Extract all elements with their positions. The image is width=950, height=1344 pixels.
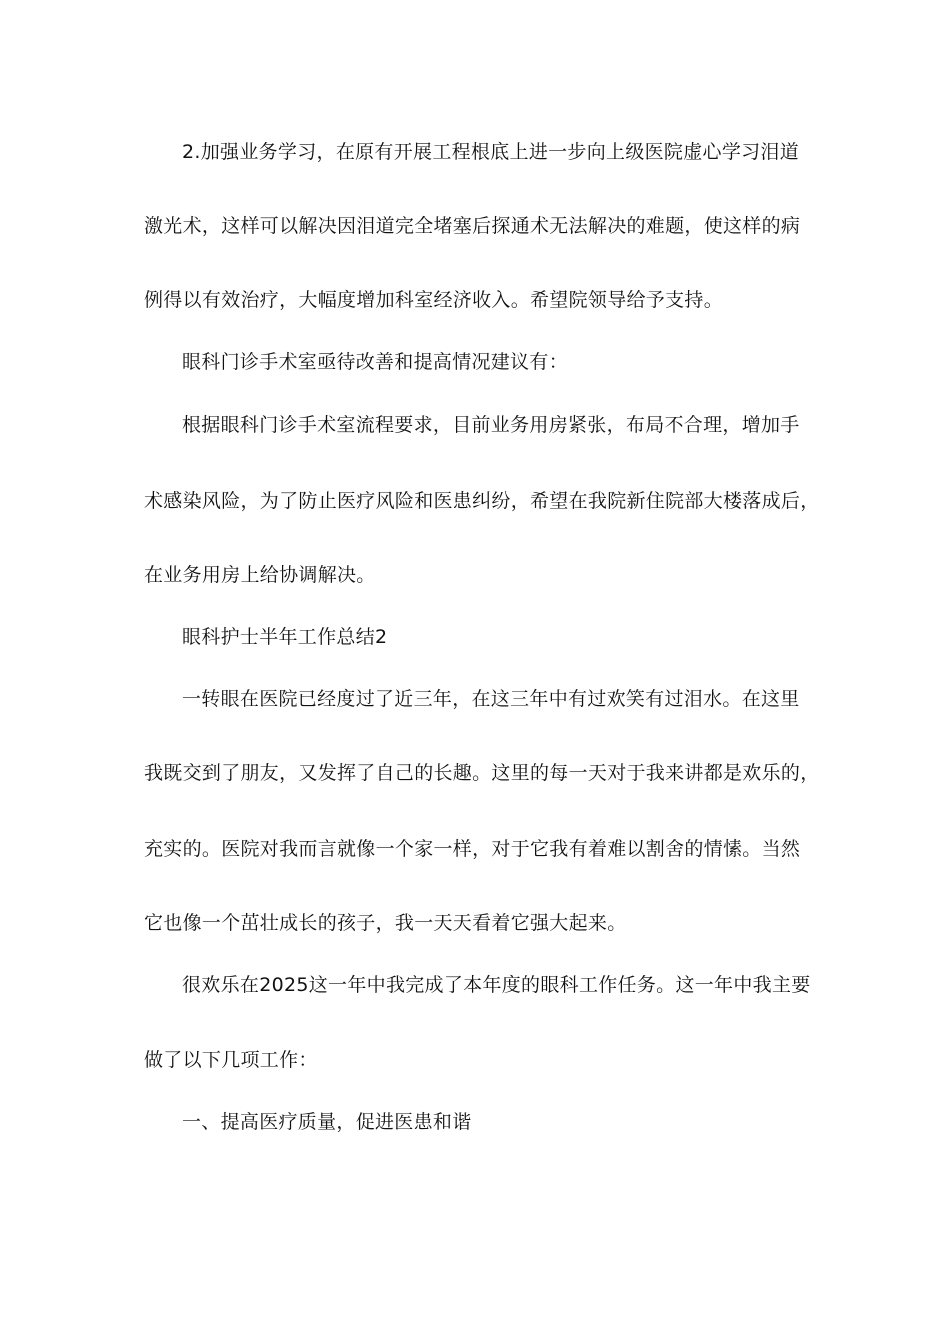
paragraph-line: 激光术，这样可以解决因泪道完全堵塞后探通术无法解决的难题，使这样的病 [144, 215, 801, 237]
paragraph-line: 在业务用房上给协调解决。 [144, 564, 376, 586]
paragraph-line: 我既交到了朋友，又发挥了自己的长趣。这里的每一天对于我来讲都是欢乐的， [144, 762, 820, 784]
paragraph-line: 眼科门诊手术室亟待改善和提高情况建议有： [182, 351, 569, 373]
section-heading: 眼科护士半年工作总结2 [182, 626, 388, 648]
paragraph-line: 例得以有效治疗，大幅度增加科室经济收入。希望院领导给予支持。 [144, 289, 724, 311]
subheading: 一、提高医疗质量，促进医患和谐 [182, 1111, 472, 1133]
paragraph-line: 2.加强业务学习，在原有开展工程根底上进一步向上级医院虚心学习泪道 [182, 141, 800, 163]
paragraph-line: 术感染风险，为了防止医疗风险和医患纠纷，希望在我院新住院部大楼落成后， [144, 490, 820, 512]
paragraph-line: 一转眼在医院已经度过了近三年，在这三年中有过欢笑有过泪水。在这里 [182, 688, 800, 710]
paragraph-line: 做了以下几项工作： [144, 1049, 318, 1071]
paragraph-line: 很欢乐在2025这一年中我完成了本年度的眼科工作任务。这一年中我主要 [182, 974, 811, 996]
paragraph-line: 它也像一个茁壮成长的孩子，我一天天看着它强大起来。 [144, 912, 627, 934]
paragraph-line: 根据眼科门诊手术室流程要求，目前业务用房紧张，布局不合理，增加手 [182, 414, 800, 436]
paragraph-line: 充实的。医院对我而言就像一个家一样，对于它我有着难以割舍的情愫。当然 [144, 838, 801, 860]
